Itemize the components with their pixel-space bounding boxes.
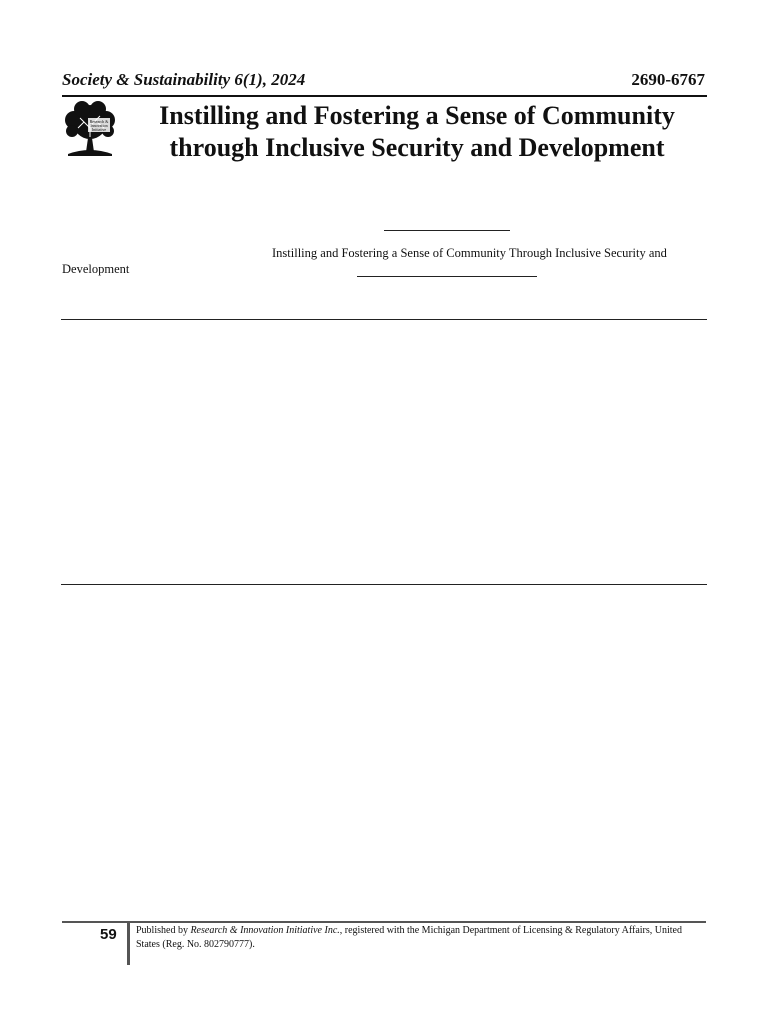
page-number: 59: [100, 926, 117, 943]
paper-title: [122, 100, 712, 164]
running-title: Instilling and Fostering a Sense of Community Through Inclusive Security and Development: [62, 246, 667, 276]
tree-seal-icon: [62, 100, 119, 158]
publisher-note: [136, 924, 706, 952]
header-rule: [62, 95, 707, 97]
abstract-bottom-rule: [61, 584, 707, 585]
journal-citation: Society & Sustainability 6(1), 2024: [62, 70, 306, 89]
footer-divider: [127, 921, 130, 965]
title-line-1: Instilling and Fostering a Sense of Community: [159, 101, 675, 130]
publisher-name: Research & Innovation Initiative Inc.: [190, 925, 340, 936]
published-by: Published by: [136, 925, 191, 936]
issn: 2690-6767: [631, 70, 705, 89]
registration-note: , registered with the Michigan Department of Licensing & Regulatory Affairs, United States (Reg. No. 802790777).: [136, 925, 682, 950]
logo-graphic: [62, 100, 119, 158]
abstract-top-rule: [61, 319, 707, 320]
title-line-2: through Inclusive Security and Development: [169, 133, 665, 162]
svg-text:Innovation: Innovation: [90, 123, 108, 128]
footer-rule: [62, 921, 706, 923]
svg-text:Initiative: Initiative: [91, 127, 107, 132]
author-rule: [384, 230, 510, 231]
affiliation-rule: [357, 276, 537, 277]
svg-text:Research &: Research &: [89, 119, 109, 124]
